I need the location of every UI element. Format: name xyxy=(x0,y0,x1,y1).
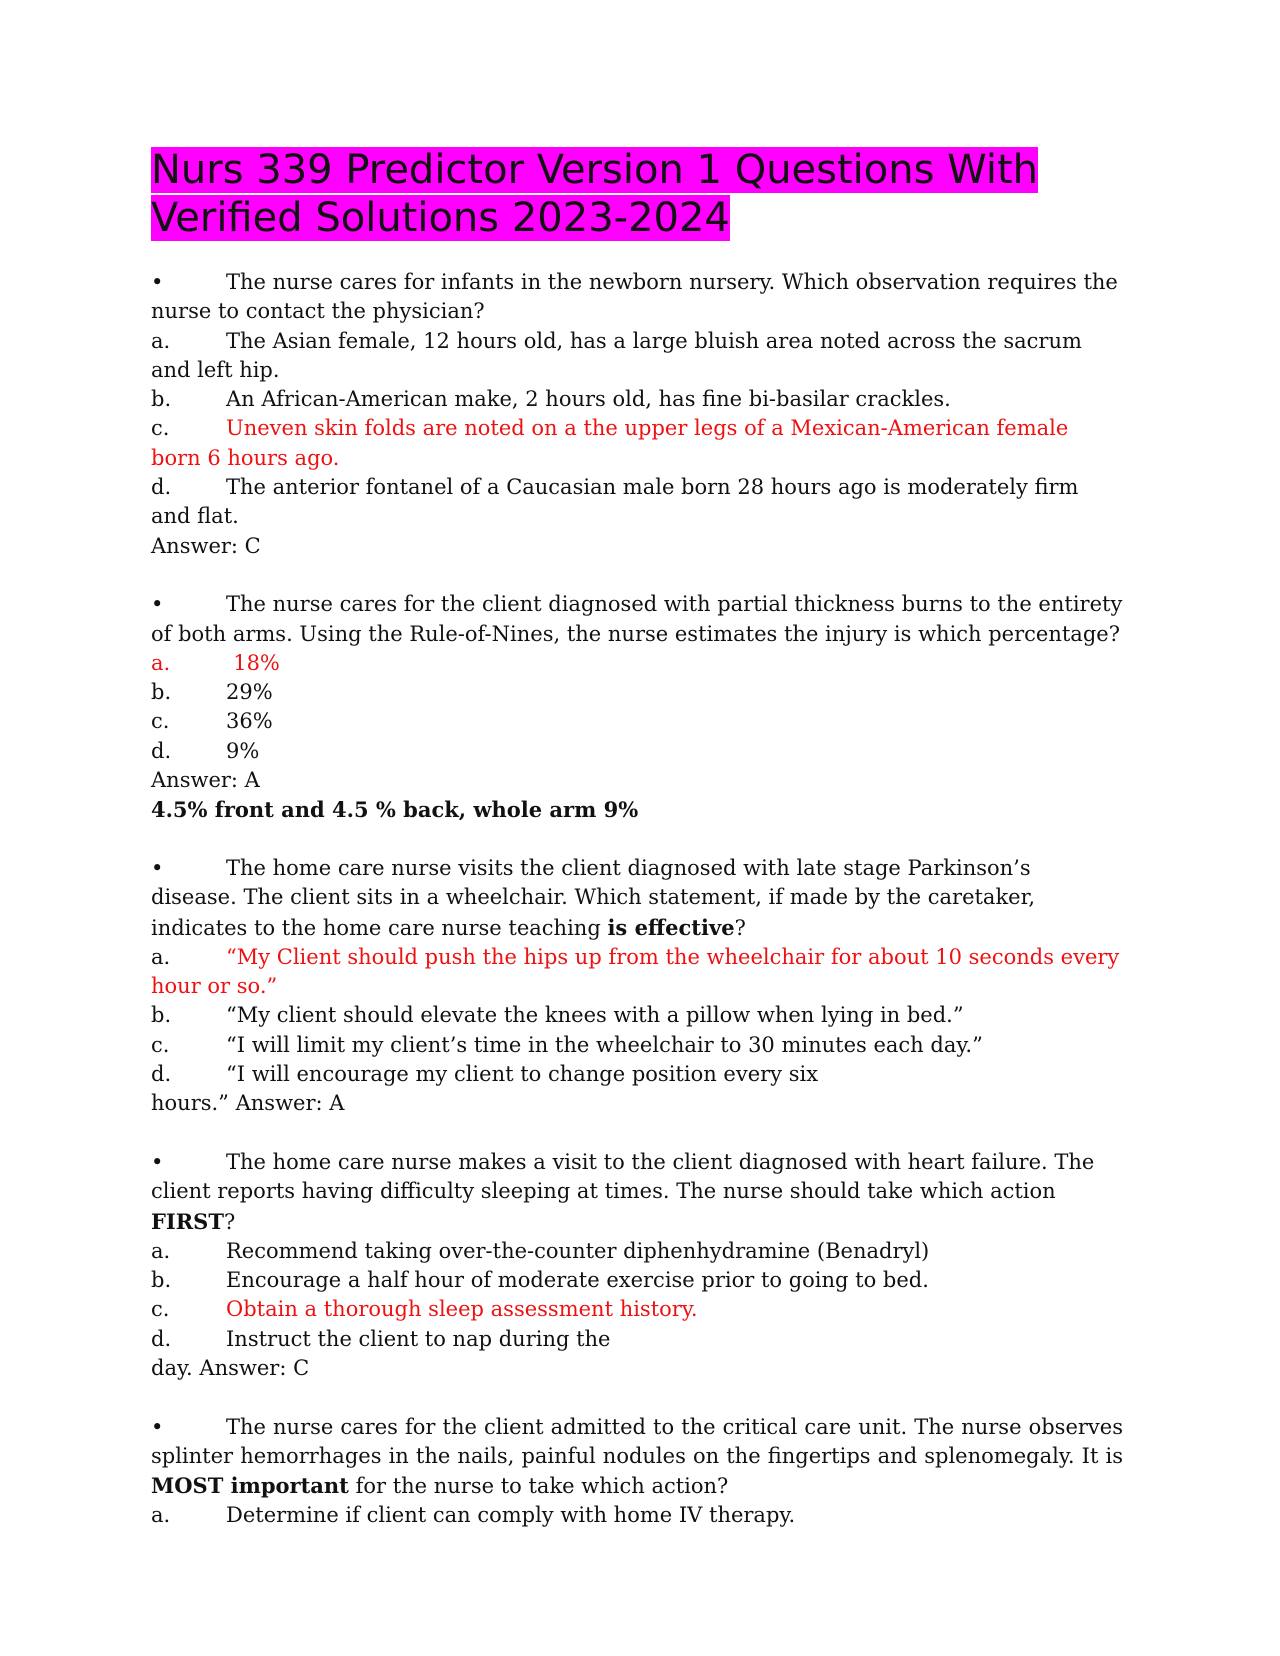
option-d: d. 9% xyxy=(151,738,260,763)
option-c: c. “I will limit my client’s time in the wheelchair to 30 minutes each day.” xyxy=(151,1032,983,1057)
option-b: b. 29% xyxy=(151,680,273,705)
option-a: a. The Asian female, 12 hours old, has a large bluish area noted across the sacrum and left hip. xyxy=(151,328,1082,382)
answer: Answer: C xyxy=(151,533,261,558)
title-line-1: Nurs 339 Predictor Version 1 Questions With xyxy=(151,147,1038,193)
question-4 xyxy=(151,1148,1123,1383)
option-a-correct: a. 18% xyxy=(151,650,280,675)
bullet-icon: • xyxy=(151,270,164,294)
bullet-icon: • xyxy=(151,1149,164,1174)
question-2 xyxy=(151,590,1123,824)
option-c-correct: c. Obtain a thorough sleep assessment history. xyxy=(151,1297,698,1322)
document-page xyxy=(151,146,1123,1560)
question-stem: The nurse cares for infants in the newborn nursery. Which observation requires the nurse to contact the physician? xyxy=(151,270,1118,324)
option-d: d. Instruct the client to nap during the xyxy=(151,1326,611,1351)
title-line-2: Verified Solutions 2023-2024 xyxy=(151,195,730,241)
option-d: d. “I will encourage my client to change position every six xyxy=(151,1062,819,1087)
option-a: a. Recommend taking over-the-counter diphenhydramine (Benadryl) xyxy=(151,1238,930,1263)
question-3 xyxy=(151,854,1123,1119)
option-c-correct: c. Uneven skin folds are noted on a the upper legs of a Mexican-American female born 6 hours ago. xyxy=(151,416,1069,470)
option-d-tail: hours.” xyxy=(151,1091,229,1116)
option-d-tail: day. xyxy=(151,1355,193,1380)
question-stem: The nurse cares for the client diagnosed with partial thickness burns to the entirety of both arms. Using the Rule-of-Nines, the nurse estimates the injury is which percentage? xyxy=(151,592,1123,646)
question-stem: The home care nurse visits the client diagnosed with late stage Parkinson’s disease. The client sits in a wheelchair. Which statement, if made by the caretaker, indicates to the home care nurse teaching is effective? xyxy=(151,855,1036,940)
option-b: b. “My client should elevate the knees with a pillow when lying in bed.” xyxy=(151,1003,964,1028)
bullet-icon: • xyxy=(151,592,164,617)
document-title xyxy=(151,146,1123,242)
option-b: b. An African-American make, 2 hours old, has fine bi-basilar crackles. xyxy=(151,387,951,412)
bullet-icon: • xyxy=(151,1414,164,1439)
question-stem: The nurse cares for the client admitted to the critical care unit. The nurse observes splinter hemorrhages in the nails, painful nodules on the fingertips and splenomegaly. It is MOST important for the nurse to take which action? xyxy=(151,1414,1123,1499)
answer: Answer: A xyxy=(235,1091,345,1116)
option-b: b. Encourage a half hour of moderate exercise prior to going to bed. xyxy=(151,1268,929,1293)
option-a: a. Determine if client can comply with home IV therapy. xyxy=(151,1503,796,1528)
bullet-icon: • xyxy=(151,855,164,880)
question-stem: The home care nurse makes a visit to the client diagnosed with heart failure. The client reports having difficulty sleeping at times. The nurse should take which action FIRST? xyxy=(151,1149,1095,1234)
answer: Answer: C xyxy=(199,1355,310,1380)
rationale: 4.5% front and 4.5 % back, whole arm 9% xyxy=(151,797,639,823)
option-a-correct: a. “My Client should push the hips up from the wheelchair for about 10 seconds every hour or so.” xyxy=(151,944,1120,999)
option-d: d. The anterior fontanel of a Caucasian male born 28 hours ago is moderately firm and flat. xyxy=(151,475,1079,529)
option-c: c. 36% xyxy=(151,709,273,734)
question-1 xyxy=(151,268,1123,561)
answer: Answer: A xyxy=(151,768,260,793)
question-5 xyxy=(151,1413,1123,1531)
